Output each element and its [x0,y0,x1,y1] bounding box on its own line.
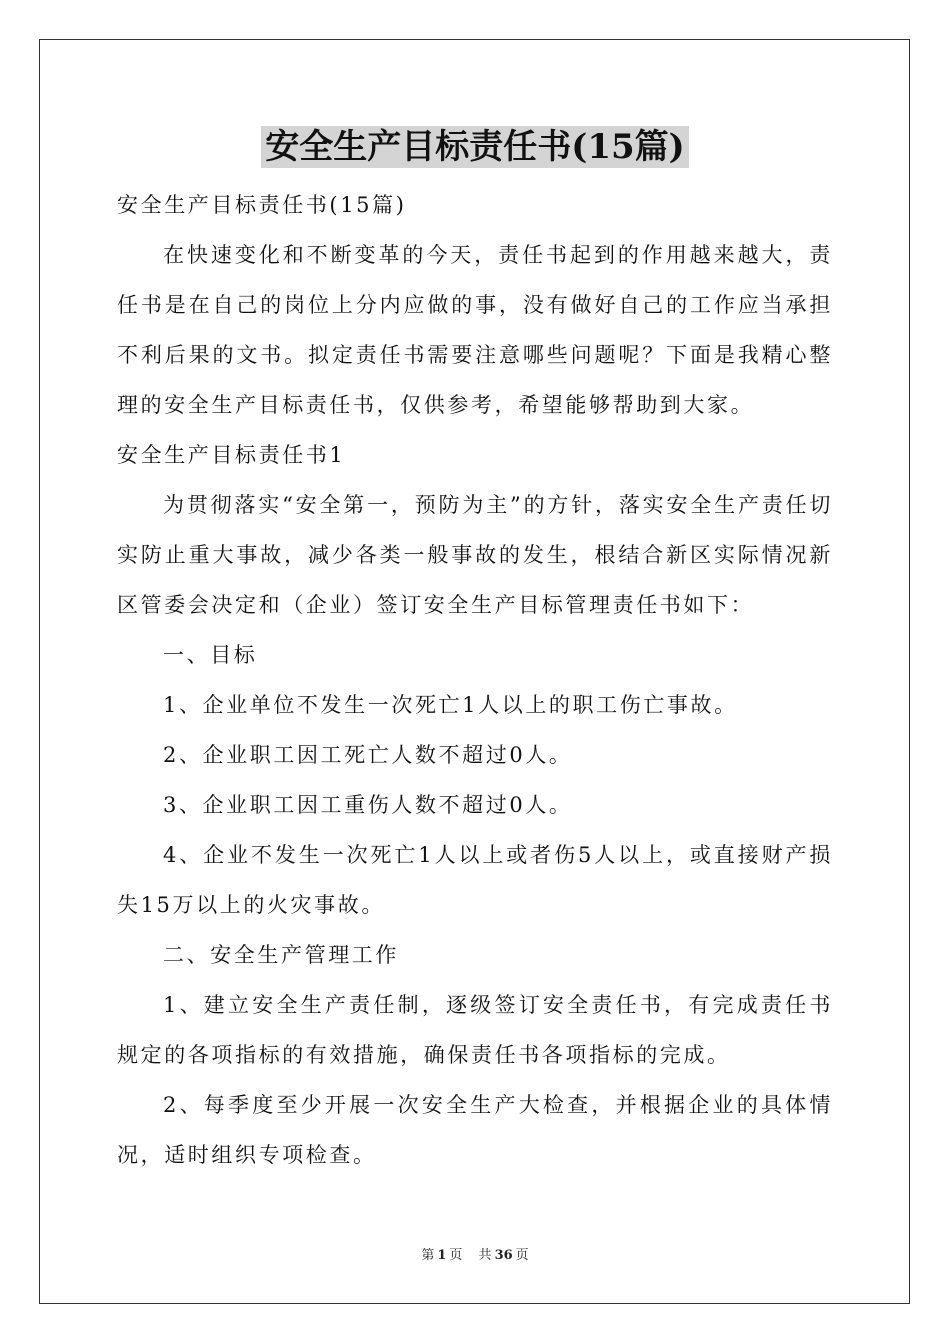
total-pages: 36 [494,1248,513,1263]
paragraph: 为贯彻落实“安全第一，预防为主”的方针，落实安全生产责任切实防止重大事故，减少各类一般事故的发生，根结合新区实际情况新区管委会决定和（企业）签订安全生产目标管理责任书如下： [117,493,833,617]
paragraph: 安全生产目标责任书(15篇) [117,193,407,217]
list-item: 1、建立安全生产责任制，逐级签订安全责任书，有完成责任书规定的各项指标的有效措施，确保责任书各项指标的完成。 [117,993,833,1067]
page-footer [0,1247,950,1265]
list-item: 2、企业职工因工死亡人数不超过0人。 [163,743,573,767]
title-container [0,126,950,168]
subsection-heading: 二、安全生产管理工作 [163,943,399,967]
section-heading: 安全生产目标责任书1 [117,443,346,467]
list-item: 2、每季度至少开展一次安全生产大检查，并根据企业的具体情况，适时组织专项检查。 [117,1093,833,1167]
paragraph: 在快速变化和不断变革的今天，责任书起到的作用越来越大，责任书是在自己的岗位上分内应做的事，没有做好自己的工作应当承担不利后果的文书。拟定责任书需要注意哪些问题呢？下面是我精心整理的安全生产目标责任书，仅供参考，希望能够帮助到大家。 [117,243,833,417]
document-body [117,180,833,1180]
document-title: 安全生产目标责任书(15篇) [261,126,689,168]
total-pages-indicator: 共 36 页 [478,1248,529,1263]
list-item: 4、企业不发生一次死亡1人以上或者伤5人以上，或直接财产损失15万以上的火灾事故。 [117,843,833,917]
subsection-heading: 一、目标 [163,643,258,667]
page-number: 1 [437,1248,447,1263]
list-item: 3、企业职工因工重伤人数不超过0人。 [163,793,573,817]
page-indicator: 第 1 页 [421,1248,463,1263]
list-item: 1、企业单位不发生一次死亡1人以上的职工伤亡事故。 [163,693,738,717]
